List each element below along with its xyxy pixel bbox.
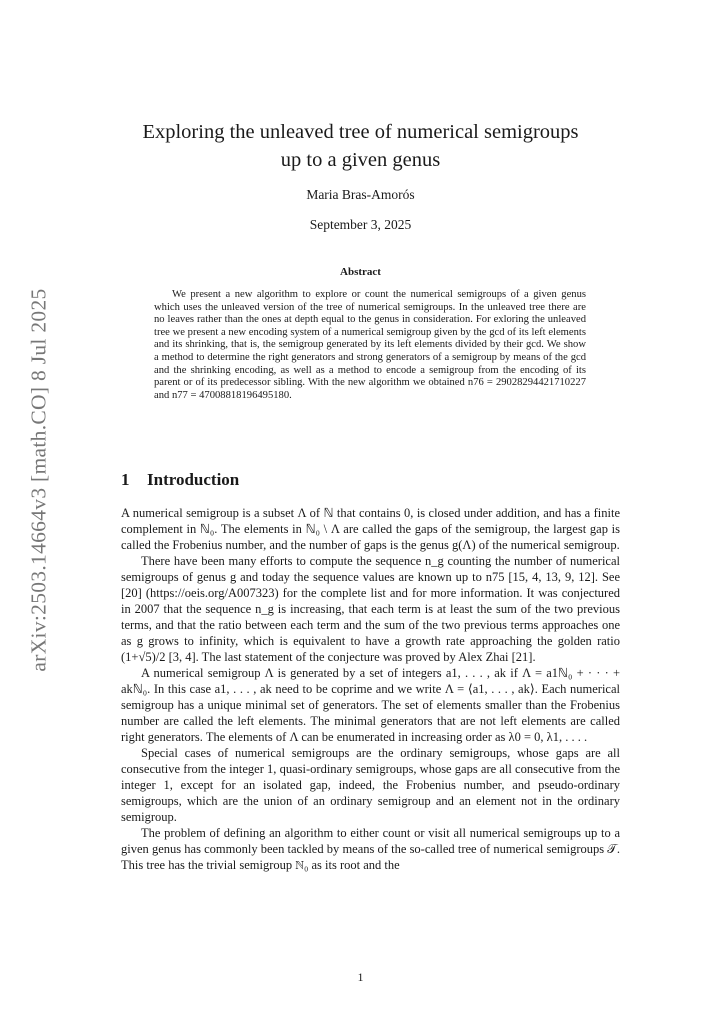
paragraph: There have been many efforts to compute the sequence n_g counting the number of numerical semigroups of genus g and today the sequence values are known up to n75 [15, 4, 13, 9, 12]. See [20] (https://oeis.org/A007323) for the complete list and for more information. It was conjectured in 2007 that the sequence n_g is increasing, that each term is at least the sum of the two previous terms, and that the ratio between each term and the sum of the two previous terms approaches one as g grows to infinity, which is equivalent to have a growth rate approaching the golden ratio (1+√5)/2 [3, 4]. The last statement of the conjecture was proved by Alex Zhai [21]. (121, 554, 620, 664)
section-title: Introduction (147, 470, 240, 489)
paragraph: A numerical semigroup is a subset Λ of ℕ that contains 0, is closed under addition, and has a finite complement in ℕ₀. The elements in ℕ₀ \ Λ are called the gaps of the semigroup, the largest gap is called the Frobenius number, and the number of gaps is the genus g(Λ) of the numerical semigroup. (121, 506, 620, 552)
arxiv-identifier: arXiv:2503.14664v3 [math.CO] 8 Jul 2025 (26, 288, 51, 672)
title-line-2: up to a given genus (280, 149, 441, 171)
title-line-1: Exploring the unleaved tree of numerical semigroups (142, 121, 579, 143)
paragraph: Special cases of numerical semigroups are the ordinary semigroups, whose gaps are all consecutive from the integer 1, quasi-ordinary semigroups, whose gaps are all consecutive from the integer 1, except for an isolated gap, indeed, the Frobenius number, and pseudo-ordinary semigroups, which are the union of an ordinary semigroup and an element not in the ordinary semigroup. (121, 746, 620, 824)
page-number: 1 (357, 970, 364, 984)
paragraph: A numerical semigroup Λ is generated by a set of integers a1, . . . , ak if Λ = a1ℕ₀ + · · · + akℕ₀. In this case a1, . . . , ak need to be coprime and we write Λ = ⟨a1, . . . , ak⟩. Each numerical semigroup has a unique minimal set of generators. The set of elements smaller than the Frobenius number are called the left elements. The minimal generators that are not left elements are called right generators. The elements of Λ can be enumerated in increasing order as λ0 = 0, λ1, . . . . (121, 666, 620, 744)
abstract-heading: Abstract (340, 266, 381, 278)
body-text (121, 505, 620, 873)
paragraph: The problem of defining an algorithm to either count or visit all numerical semigroups up to a given genus has commonly been tackled by means of the so-called tree of numerical semigroups 𝒯. This tree has the trivial semigroup ℕ₀ as its root and the (121, 826, 620, 872)
paper-title (0, 118, 721, 174)
section-number: 1 (121, 470, 130, 489)
author: Maria Bras-Amorós (306, 187, 415, 202)
section-heading (121, 470, 239, 490)
abstract-text: We present a new algorithm to explore or count the numerical semigroups of a given genus which uses the unleaved version of the tree of numerical semigroups. In the unleaved tree there are no leaves rather than the ones at depth equal to the genus in consideration. For exloring the unleaved tree we present a new encoding system of a numerical semigroup given by the gcd of its left elements and its shrinking, that is, the semigroup generated by its left elements divided by their gcd. We show a method to determine the right generators and strong generators of a semigroup by means of the gcd and the shrinking encoding, as well as a method to encode a semigroup from the encoding of its parent or of its predecessor sibling. With the new algorithm we obtained n76 = 29028294421710227 and n77 = 47008818196495180. (154, 289, 586, 401)
date: September 3, 2025 (309, 217, 412, 232)
